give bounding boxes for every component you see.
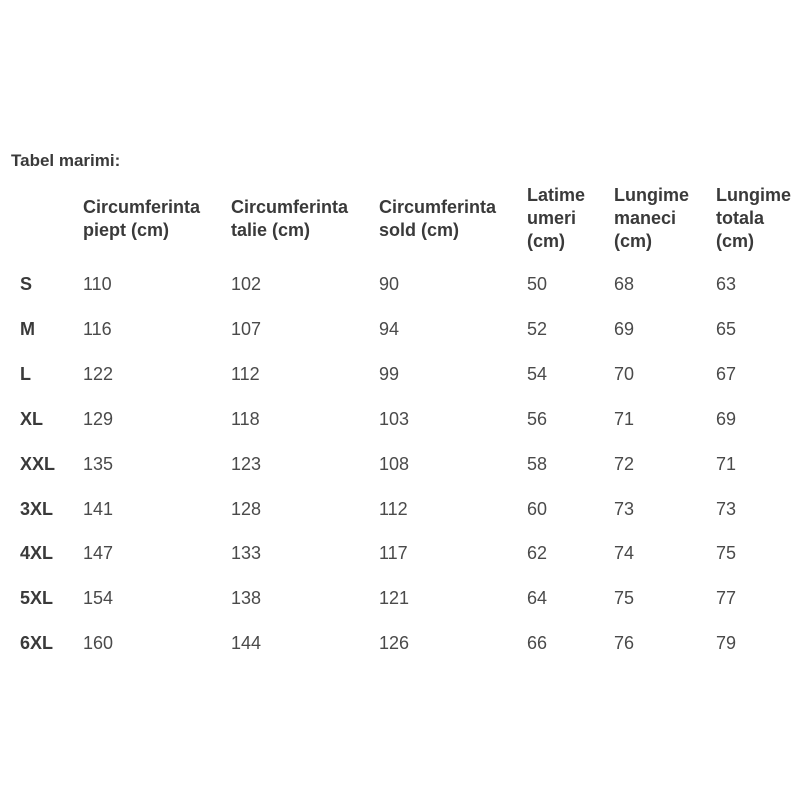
cell-shoulder-width: 58 bbox=[527, 454, 548, 474]
cell-chest: 154 bbox=[83, 588, 114, 608]
cell-shoulder-width: 54 bbox=[527, 364, 548, 384]
table-title: Tabel marimi: bbox=[11, 151, 121, 170]
cell-waist: 118 bbox=[231, 409, 260, 429]
cell-total-length: 65 bbox=[716, 319, 737, 339]
size-label: XL bbox=[20, 409, 44, 429]
cell-sleeve-length: 70 bbox=[614, 364, 635, 384]
size-label: S bbox=[20, 274, 33, 294]
cell-waist: 138 bbox=[231, 588, 262, 608]
cell-total-length: 73 bbox=[716, 499, 737, 519]
header-sleeve-length: Lungime maneci (cm) bbox=[614, 185, 689, 251]
size-label: 3XL bbox=[20, 499, 54, 519]
cell-shoulder-width: 50 bbox=[527, 274, 548, 294]
cell-total-length: 71 bbox=[716, 454, 737, 474]
cell-waist: 144 bbox=[231, 633, 262, 653]
cell-waist: 133 bbox=[231, 543, 262, 563]
header-total-length: Lungime totala (cm) bbox=[716, 185, 791, 251]
size-label: L bbox=[20, 364, 31, 384]
size-label: M bbox=[20, 319, 35, 339]
cell-shoulder-width: 62 bbox=[527, 543, 548, 563]
cell-hip: 117 bbox=[379, 543, 408, 563]
cell-chest: 110 bbox=[83, 274, 112, 294]
header-shoulder-width: Latime umeri (cm) bbox=[527, 185, 586, 251]
cell-total-length: 77 bbox=[716, 588, 737, 608]
cell-total-length: 63 bbox=[716, 274, 737, 294]
cell-chest: 122 bbox=[83, 364, 114, 384]
cell-waist: 107 bbox=[231, 319, 262, 339]
size-label: 4XL bbox=[20, 543, 54, 563]
cell-hip: 108 bbox=[379, 454, 410, 474]
cell-shoulder-width: 56 bbox=[527, 409, 548, 429]
size-label: 6XL bbox=[20, 633, 54, 653]
cell-hip: 112 bbox=[379, 499, 408, 519]
cell-chest: 129 bbox=[83, 409, 114, 429]
cell-shoulder-width: 52 bbox=[527, 319, 548, 339]
cell-sleeve-length: 69 bbox=[614, 319, 635, 339]
cell-waist: 123 bbox=[231, 454, 262, 474]
cell-shoulder-width: 66 bbox=[527, 633, 548, 653]
header-hip: Circumferinta sold (cm) bbox=[379, 197, 497, 240]
cell-hip: 103 bbox=[379, 409, 410, 429]
cell-chest: 141 bbox=[83, 499, 114, 519]
cell-waist: 112 bbox=[231, 364, 260, 384]
cell-hip: 94 bbox=[379, 319, 400, 339]
cell-total-length: 69 bbox=[716, 409, 737, 429]
cell-sleeve-length: 74 bbox=[614, 543, 635, 563]
cell-waist: 102 bbox=[231, 274, 262, 294]
cell-chest: 160 bbox=[83, 633, 114, 653]
cell-chest: 135 bbox=[83, 454, 114, 474]
cell-hip: 90 bbox=[379, 274, 400, 294]
cell-sleeve-length: 75 bbox=[614, 588, 635, 608]
cell-sleeve-length: 73 bbox=[614, 499, 635, 519]
cell-shoulder-width: 60 bbox=[527, 499, 548, 519]
header-chest: Circumferinta piept (cm) bbox=[83, 197, 201, 240]
cell-sleeve-length: 71 bbox=[614, 409, 635, 429]
cell-sleeve-length: 76 bbox=[614, 633, 635, 653]
cell-chest: 147 bbox=[83, 543, 114, 563]
cell-hip: 99 bbox=[379, 364, 400, 384]
cell-chest: 116 bbox=[83, 319, 112, 339]
cell-waist: 128 bbox=[231, 499, 262, 519]
cell-hip: 126 bbox=[379, 633, 410, 653]
cell-sleeve-length: 68 bbox=[614, 274, 635, 294]
cell-shoulder-width: 64 bbox=[527, 588, 548, 608]
cell-total-length: 79 bbox=[716, 633, 737, 653]
cell-total-length: 75 bbox=[716, 543, 737, 563]
header-waist: Circumferinta talie (cm) bbox=[231, 197, 349, 240]
cell-sleeve-length: 72 bbox=[614, 454, 635, 474]
size-label: XXL bbox=[20, 454, 56, 474]
size-label: 5XL bbox=[20, 588, 54, 608]
cell-total-length: 67 bbox=[716, 364, 737, 384]
cell-hip: 121 bbox=[379, 588, 410, 608]
